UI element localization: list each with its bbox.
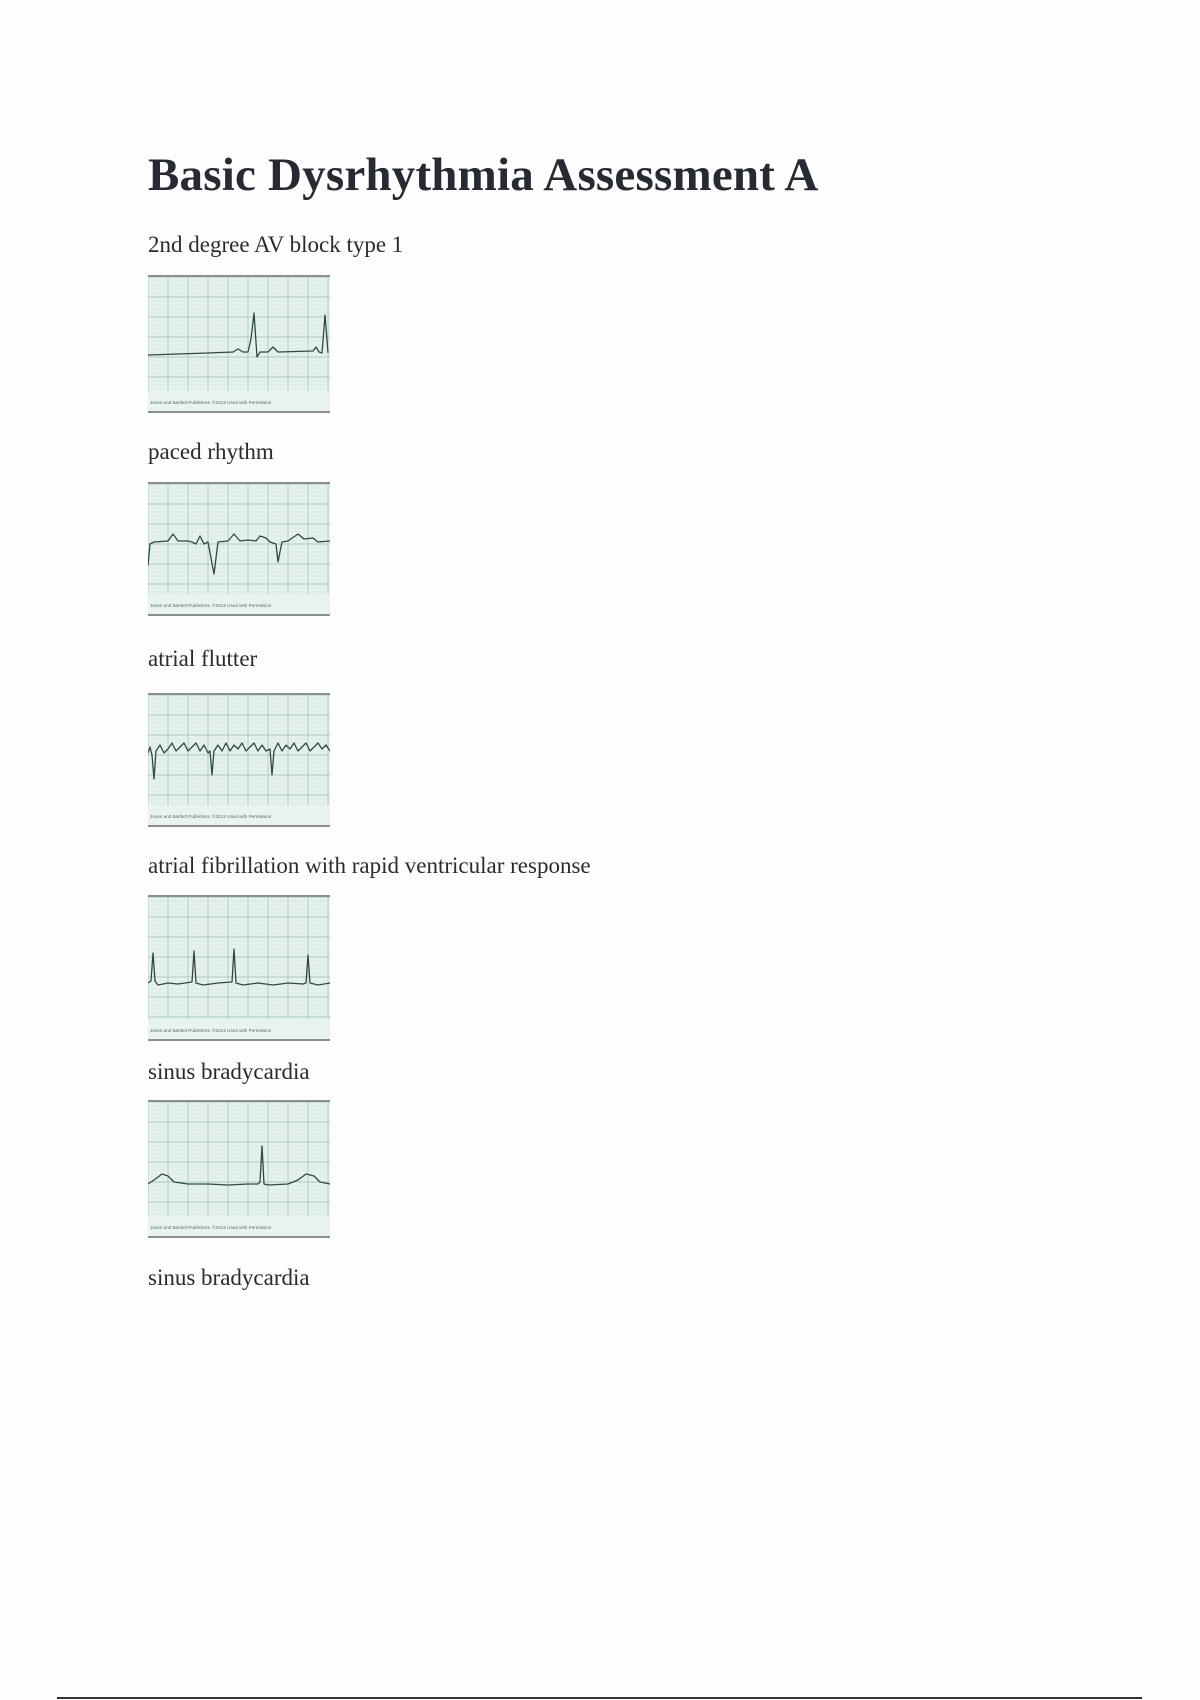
ecg-strip-3: [148, 693, 330, 827]
ecg-strip-image: [148, 695, 330, 825]
rhythm-label-4: atrial fibrillation with rapid ventricular response: [148, 853, 591, 878]
ecg-credit-text: Jones and Bartlett Publishers. ©2012 Used with Permission: [150, 1225, 272, 1230]
ecg-strip-image: [148, 897, 330, 1039]
ecg-credit-text: Jones and Bartlett Publishers. ©2012 Used with Permission: [150, 603, 272, 608]
rhythm-label-3: atrial flutter: [148, 646, 258, 671]
ecg-strip-image: [148, 484, 330, 614]
rhythm-label-5: sinus bradycardia: [148, 1059, 310, 1084]
ecg-strip-5: [148, 1100, 330, 1238]
rhythm-label-2: paced rhythm: [148, 439, 274, 464]
ecg-strip-image: [148, 1102, 330, 1236]
ecg-grid-background: [148, 897, 330, 1039]
ecg-credit-text: Jones and Bartlett Publishers. ©2012 Used with Permission: [150, 1028, 272, 1033]
ecg-strip-4: [148, 895, 330, 1041]
footer-divider: [57, 1697, 1142, 1699]
ecg-credit-text: Jones and Bartlett Publishers. ©2012 Used with Permission: [150, 814, 272, 819]
ecg-strip-1: [148, 275, 330, 413]
page-title: Basic Dysrhythmia Assessment A: [148, 149, 819, 201]
rhythm-label-6: sinus bradycardia: [148, 1265, 310, 1290]
ecg-strip-image: [148, 277, 330, 411]
ecg-strip-2: [148, 482, 330, 616]
rhythm-label-1: 2nd degree AV block type 1: [148, 232, 404, 257]
ecg-credit-text: Jones and Bartlett Publishers. ©2012 Used with Permission: [150, 400, 272, 405]
